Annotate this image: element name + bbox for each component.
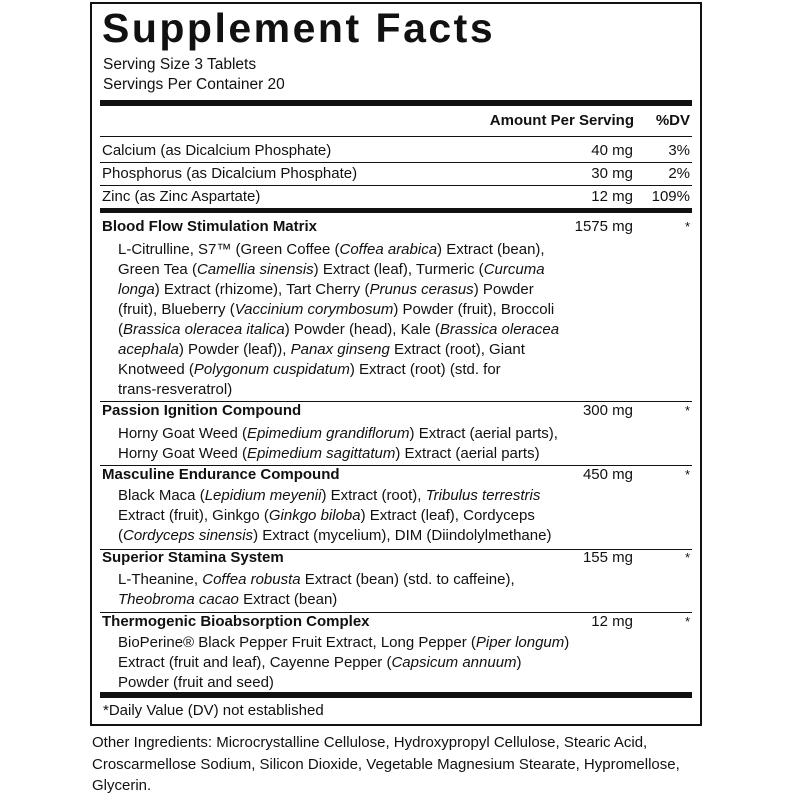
ingredient-line: acephala) Powder (leaf)), Panax ginseng Extract (root), Giant (118, 341, 525, 358)
blend-dv: * (684, 403, 690, 418)
blend-dv: * (684, 219, 690, 234)
ingredient-line: (Brassica oleracea italica) Powder (head), Kale (Brassica oleracea (118, 321, 560, 338)
ingredient-line: (Cordyceps sinensis) Extract (mycelium), DIM (Diindolylmethane) (118, 527, 552, 544)
blend-ingredients-passion-ignition (118, 424, 578, 464)
ingredient-line: L-Theanine, Coffea robusta Extract (bean) (std. to caffeine), (118, 571, 515, 588)
amount-column-header: Amount Per Serving (489, 112, 634, 129)
nutrient-row-zinc (102, 186, 690, 208)
blend-ingredients-blood-flow (118, 240, 578, 400)
blend-ingredients-superior-stamina (118, 570, 578, 610)
blend-name: Thermogenic Bioabsorption Complex (102, 613, 370, 630)
nutrient-amount: 40 mg (591, 142, 633, 159)
ingredient-line: Green Tea (Camellia sinensis) Extract (leaf), Turmeric (Curcuma (118, 261, 545, 278)
dv-column-header: %DV (655, 112, 690, 129)
thick-rule (100, 100, 692, 106)
nutrient-row-phosphorus (102, 163, 690, 185)
blend-amount: 1575 mg (574, 218, 633, 235)
blend-amount: 12 mg (591, 613, 633, 630)
servings-per-container: Servings Per Container 20 (103, 76, 285, 93)
nutrient-row-calcium (102, 140, 690, 162)
blend-row-thermogenic (102, 611, 690, 633)
blend-dv: * (684, 467, 690, 482)
ingredient-line: Extract (fruit and leaf), Cayenne Pepper (Capsicum annuum) (118, 654, 522, 671)
ingredient-line: BioPerine® Black Pepper Fruit Extract, Long Pepper (Piper longum) (118, 634, 570, 651)
other-ingredients (92, 732, 712, 797)
blend-name: Masculine Endurance Compound (102, 466, 340, 483)
other-ingredients-line: Croscarmellose Sodium, Silicon Dioxide, Vegetable Magnesium Stearate, Hypromellose, (92, 755, 680, 773)
blend-row-blood-flow (102, 216, 690, 238)
nutrient-dv: 3% (668, 142, 690, 159)
blend-ingredients-thermogenic (118, 633, 578, 693)
ingredient-line: Knotweed (Polygonum cuspidatum) Extract (root) (std. for (118, 361, 501, 378)
blend-dv: * (684, 550, 690, 565)
ingredient-line: (fruit), Blueberry (Vaccinium corymbosum) Powder (fruit), Broccoli (118, 301, 555, 318)
ingredient-line: Extract (fruit), Ginkgo (Ginkgo biloba) Extract (leaf), Cordyceps (118, 507, 535, 524)
other-ingredients-line: Other Ingredients: Microcrystalline Cellulose, Hydroxypropyl Cellulose, Stearic Acid, (92, 734, 648, 751)
serving-size: Serving Size 3 Tablets (103, 56, 257, 73)
header-divider (100, 136, 692, 137)
blend-name: Passion Ignition Compound (102, 402, 302, 419)
nutrient-amount: 30 mg (591, 165, 633, 182)
blend-row-masculine-endurance (102, 464, 690, 486)
blend-ingredients-masculine-endurance (118, 486, 578, 546)
blend-name: Blood Flow Stimulation Matrix (102, 218, 317, 235)
medium-rule (100, 208, 692, 213)
dv-footnote: *Daily Value (DV) not established (103, 702, 324, 719)
nutrient-name: Phosphorus (as Dicalcium Phosphate) (102, 165, 358, 182)
ingredient-line: Horny Goat Weed (Epimedium grandiflorum) Extract (aerial parts), (118, 425, 558, 442)
blend-name: Superior Stamina System (102, 549, 284, 566)
ingredient-line: Theobroma cacao Extract (bean) (118, 591, 338, 608)
panel-title: Supplement Facts (102, 5, 496, 51)
blend-row-passion-ignition (102, 400, 690, 422)
blend-dv: * (684, 614, 690, 629)
supplement-facts-panel (90, 2, 702, 726)
blend-amount: 155 mg (582, 549, 633, 566)
other-ingredients-line: Glycerin. (92, 777, 152, 794)
ingredient-line: Horny Goat Weed (Epimedium sagittatum) Extract (aerial parts) (118, 445, 540, 462)
nutrient-dv: 2% (668, 165, 690, 182)
ingredient-line: L-Citrulline, S7™ (Green Coffee (Coffea arabica) Extract (bean), (118, 241, 545, 258)
ingredient-line: Black Maca (Lepidium meyenii) Extract (root), Tribulus terrestris (118, 487, 541, 504)
ingredient-line: longa) Extract (rhizome), Tart Cherry (Prunus cerasus) Powder (118, 281, 534, 298)
ingredient-line: trans-resveratrol) (118, 381, 233, 398)
nutrient-dv: 109% (651, 188, 690, 205)
blend-amount: 450 mg (582, 466, 633, 483)
bottom-thick-rule (100, 692, 692, 698)
nutrient-amount: 12 mg (591, 188, 633, 205)
nutrient-name: Zinc (as Zinc Aspartate) (102, 188, 261, 205)
blend-row-superior-stamina (102, 547, 690, 569)
nutrient-name: Calcium (as Dicalcium Phosphate) (102, 142, 332, 159)
ingredient-line: Powder (fruit and seed) (118, 674, 274, 691)
blend-amount: 300 mg (582, 402, 633, 419)
